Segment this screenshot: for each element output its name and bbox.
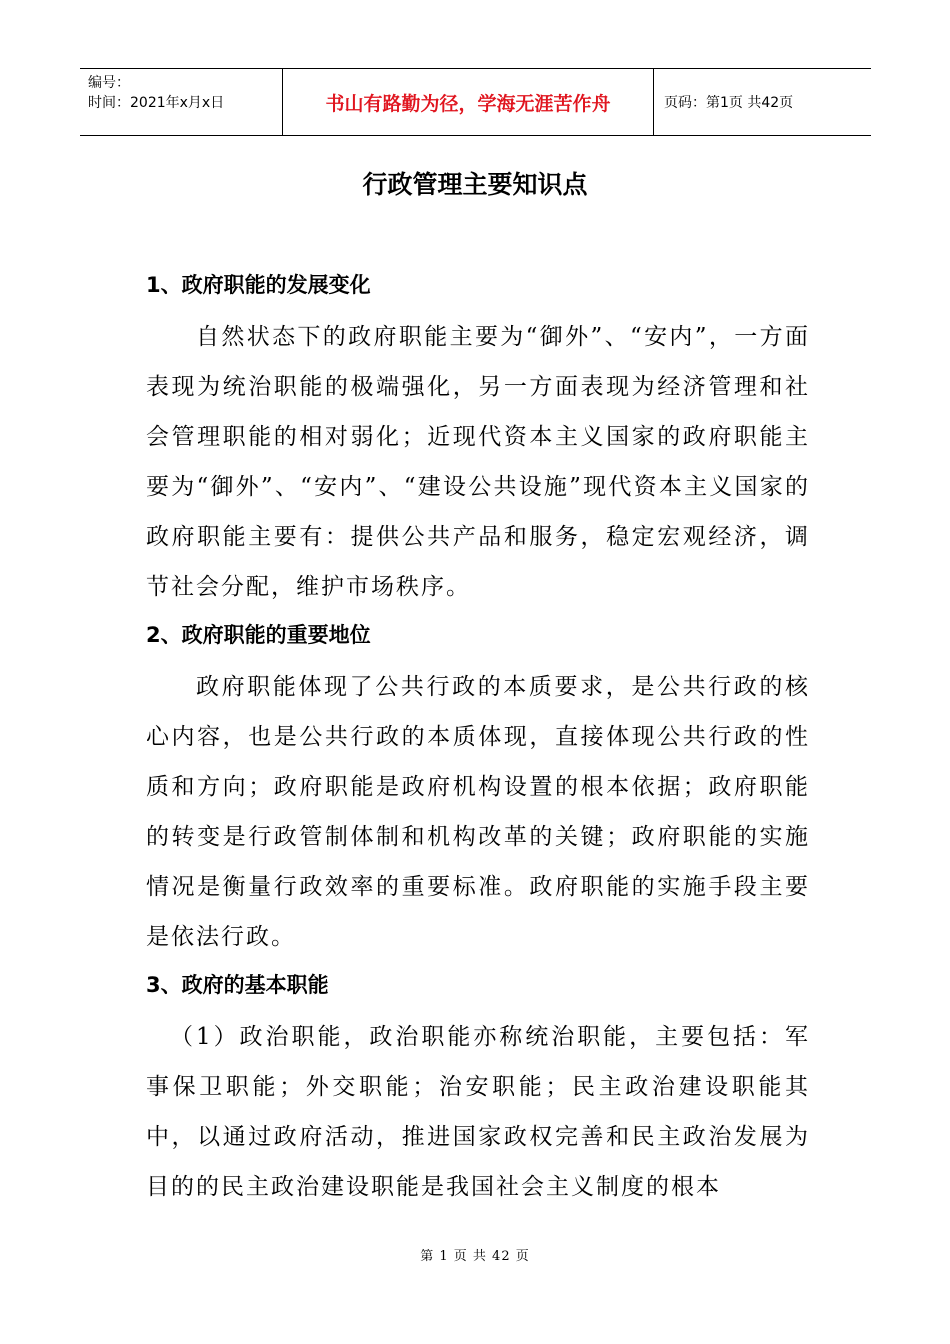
document-body: [146, 262, 810, 1212]
header-motto: 书山有路勤为径，学海无涯苦作舟: [282, 69, 654, 135]
number-label: 编号：: [88, 75, 130, 91]
section-paragraph-2: 政府职能体现了公共行政的本质要求，是公共行政的核心内容，也是公共行政的本质体现，直接体现公共行政的性质和方向；政府职能是政府机构设置的根本依据；政府职能的转变是行政管制体制和机构改革的关键；政府职能的实施情况是衡量行政效率的重要标准。政府职能的实施手段主要是依法行政。: [146, 674, 810, 950]
section-heading-2: 2、政府职能的重要地位: [146, 623, 371, 647]
header-meta: [80, 69, 282, 135]
document-title: 行政管理主要知识点: [362, 170, 588, 199]
section-paragraph-3: （1）政治职能，政治职能亦称统治职能，主要包括：军事保卫职能；外交职能；治安职能；民主政治建设职能其中，以通过政府活动，推进国家政权完善和民主政治发展为目的的民主政治建设职能是我国社会主义制度的根本: [146, 1024, 810, 1200]
document-header: [80, 68, 871, 136]
section-heading-3: 3、政府的基本职能: [146, 973, 329, 997]
page-footer: 第 1 页 共 42 页: [420, 1249, 530, 1264]
section-paragraph-1: 自然状态下的政府职能主要为“御外”、“安内”，一方面表现为统治职能的极端强化，另一方面表现为经济管理和社会管理职能的相对弱化；近现代资本主义国家的政府职能主要为“御外”、“安内”、“建设公共设施”现代资本主义国家的政府职能主要有：提供公共产品和服务，稳定宏观经济，调节社会分配，维护市场秩序。: [146, 324, 810, 600]
header-page-info: 页码：第1页 共42页: [664, 95, 794, 111]
section-heading-1: 1、政府职能的发展变化: [146, 273, 371, 297]
time-label: 时间：2021年x月x日: [88, 95, 225, 111]
